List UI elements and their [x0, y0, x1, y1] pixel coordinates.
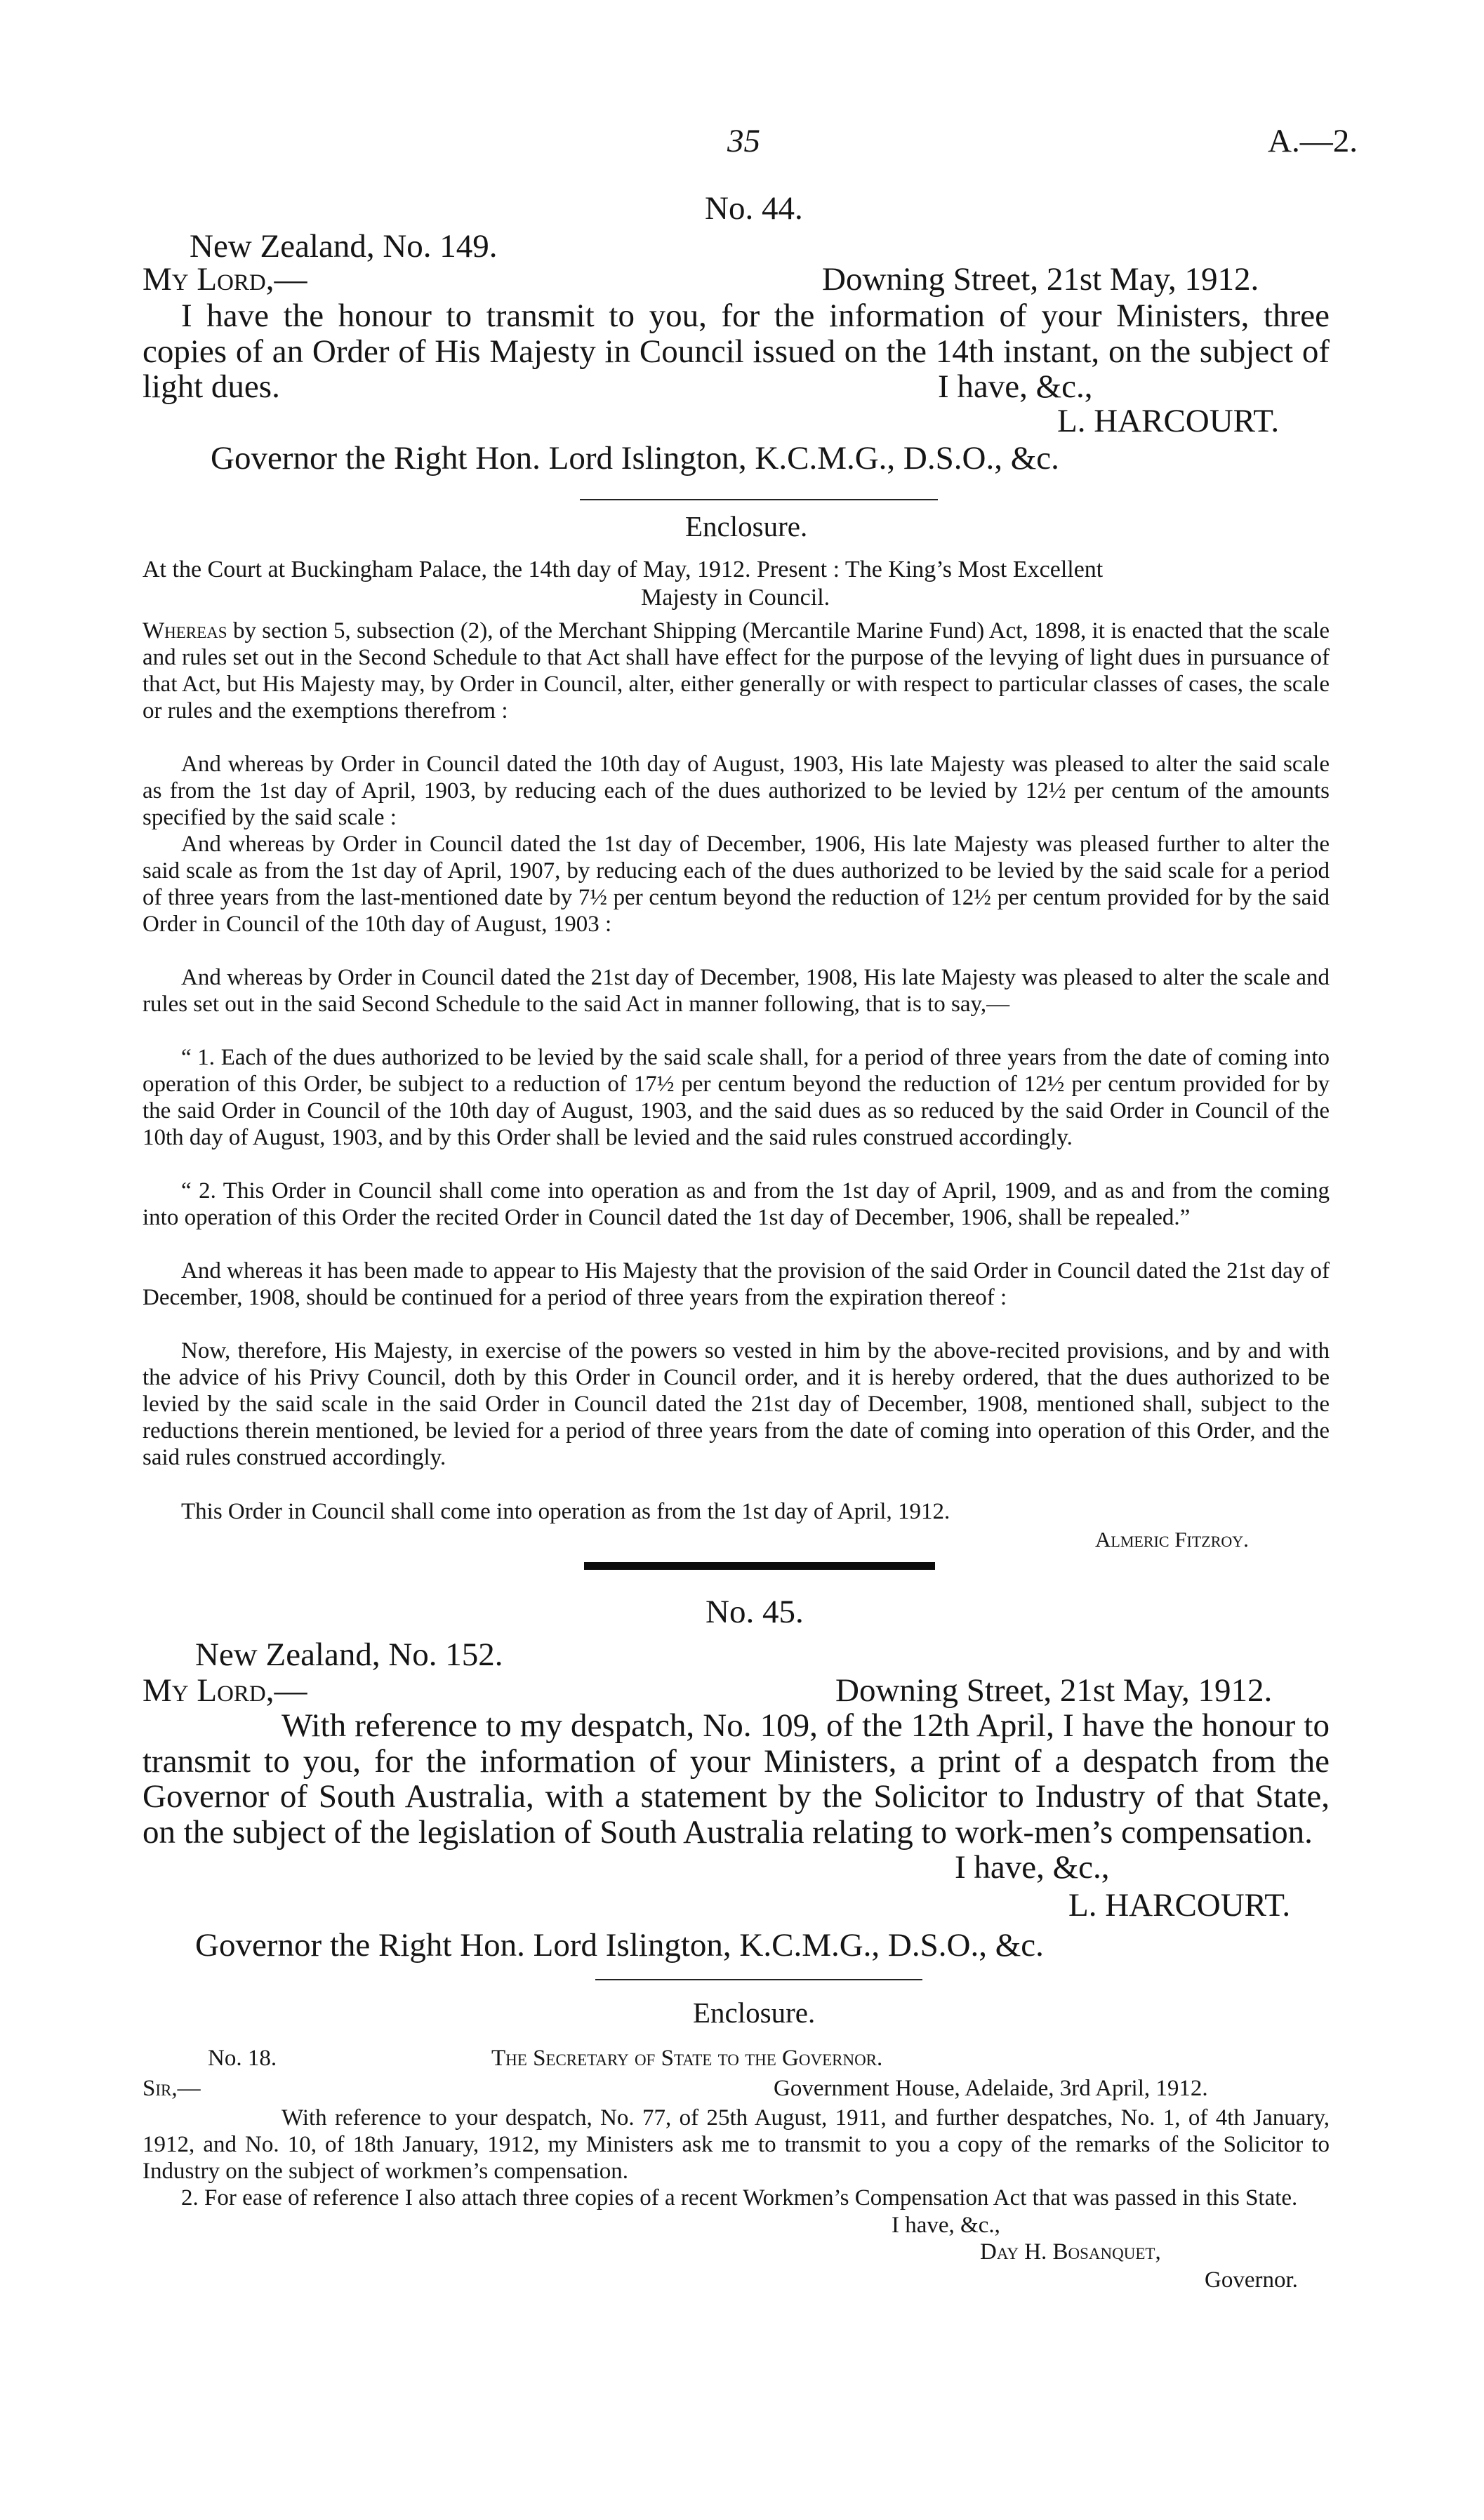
- despatch-44-enclosure-title: Enclosure.: [685, 510, 808, 542]
- court-line-continued: Majesty in Council.: [641, 585, 830, 611]
- divider: [580, 499, 938, 500]
- despatch-44-place-date: Downing Street, 21st May, 1912.: [822, 261, 1259, 298]
- enclosure-paragraph-2: 2. For ease of reference I also attach three copies of a recent Workmen’s Compensation Act that was passed in this State.: [181, 2185, 1298, 2211]
- enclosure-number: No. 18.: [208, 2046, 277, 2071]
- order-paragraph-8: Now, therefore, His Majesty, in exercise of the powers so vested in him by the above-recited provisions, and by and with the advice of his Privy Council, doth by this Order in Council order, and it is hereby ordered, that the dues authorized to be levied by the said scale in the said Order in Council dated the 21st day of December, 1908, mentioned shall, subject to the reductions therein mentioned, be levied for a period of three years from the date of coming into operation of this Order, and the said rules construed accordingly.: [143, 1338, 1330, 1470]
- despatch-45-closing: I have, &c.,: [955, 1849, 1110, 1886]
- order-paragraph-5: “ 1. Each of the dues authorized to be levied by the said scale shall, for a period of three years from the date of coming into operation of this Order, be subject to a reduction of 17½ per centum beyond the reduction of 12½ per centum provided for by the said Order in Council of the 10th day of August, 1903, and the said dues as so reduced by the said Order in Council of the 10th day of August, 1903, and by this Order shall be levied and the said rules construed accordingly.: [143, 1045, 1330, 1150]
- order-paragraph-2: And whereas by Order in Council dated the 10th day of August, 1903, His late Majesty was pleased to alter the said scale as from the 1st day of April, 1903, by reducing each of the dues authorized to be levied by 12½ per centum of the amounts specified by the said scale :: [143, 752, 1330, 830]
- order-paragraph-7: And whereas it has been made to appear to His Majesty that the provision of the said Order in Council dated the 21st day of December, 1908, should be continued for a period of three years from the expiration thereof :: [143, 1258, 1330, 1310]
- enclosure-paragraph-1: With reference to your despatch, No. 77, of 25th August, 1911, and further despatches, No. 1, of 4th January, 1912, and No. 10, of 18th January, 1912, my Ministers ask me to transmit to you a copy of the remarks of the Solicitor to Industry on the subject of workmen’s compensation.: [143, 2105, 1330, 2184]
- despatch-45-signature: L. HARCOURT.: [1068, 1887, 1291, 1924]
- section-reference: A.—2.: [1268, 123, 1358, 159]
- order-paragraph-4: And whereas by Order in Council dated the 21st day of December, 1908, His late Majesty was pleased to alter the scale and rules set out in the said Second Schedule to the said Act in manner following, that is to say,—: [143, 965, 1330, 1017]
- order-paragraph-6: “ 2. This Order in Council shall come into operation as and from the 1st day of April, 1909, and as and from the coming into operation of this Order the recited Order in Council dated the 1st day of December, 1906, shall be repealed.”: [143, 1178, 1330, 1230]
- despatch-45-addressee: Governor the Right Hon. Lord Islington, K.C.M.G., D.S.O., &c.: [195, 1927, 1044, 1964]
- despatch-45-salutation: My Lord,—: [143, 1672, 307, 1709]
- despatch-44-signature: L. HARCOURT.: [1057, 403, 1280, 439]
- enclosure-signatory-title: Governor.: [1205, 2267, 1298, 2293]
- despatch-44-closing: I have, &c.,: [938, 368, 1093, 405]
- court-line: At the Court at Buckingham Palace, the 14th day of May, 1912. Present : The King’s Most Excellent: [143, 556, 1104, 582]
- enclosure-signature: Day H. Bosanquet,: [980, 2239, 1161, 2265]
- despatch-44-addressee: Governor the Right Hon. Lord Islington, K.C.M.G., D.S.O., &c.: [211, 440, 1059, 476]
- despatch-45-place-date: Downing Street, 21st May, 1912.: [835, 1672, 1273, 1709]
- page-number: 35: [727, 123, 760, 159]
- despatch-45-enclosure-title: Enclosure.: [693, 1996, 816, 2029]
- despatch-44-reference: New Zealand, No. 149.: [190, 228, 498, 265]
- despatch-45-number: No. 45.: [705, 1594, 804, 1630]
- despatch-44-number: No. 44.: [705, 190, 803, 227]
- order-signature: Almeric Fitzroy.: [1095, 1527, 1249, 1552]
- enclosure-salutation: Sir,—: [143, 2076, 201, 2101]
- order-paragraph-1-text: by section 5, subsection (2), of the Merchant Shipping (Mercantile Marine Fund) Act, 1898, it is enacted that the scale and rules set out in the Second Schedule to that Act shall have effect for the purpose of the levying of light dues in pursuance of that Act, but His Majesty may, by Order in Council, alter, either generally or with respect to particular classes of cases, the scale or rules and the exemptions therefrom :: [143, 618, 1330, 724]
- enclosure-closing: I have, &c.,: [892, 2213, 1000, 2238]
- enclosure-place-date: Government House, Adelaide, 3rd April, 1912.: [774, 2076, 1208, 2101]
- despatch-44-body: I have the honour to transmit to you, for the information of your Ministers, three copies of an Order of His Majesty in Council issued on the 14th instant, on the subject of light dues.: [143, 298, 1330, 405]
- despatch-44-salutation: My Lord,—: [143, 261, 307, 298]
- order-paragraph-9: This Order in Council shall come into operation as from the 1st day of April, 1912.: [181, 1499, 950, 1524]
- despatch-45-body: With reference to my despatch, No. 109, of the 12th April, I have the honour to transmit to you, for the information of your Ministers, a print of a despatch from the Governor of South Australia, with a statement by the Solicitor to Industry of that State, on the subject of the legislation of South Australia relating to work-men’s compensation.: [143, 1707, 1330, 1851]
- despatch-45-reference: New Zealand, No. 152.: [195, 1636, 503, 1673]
- section-divider: [584, 1562, 935, 1570]
- order-paragraph-1: [143, 618, 1330, 752]
- enclosure-heading: The Secretary of State to the Governor.: [491, 2046, 883, 2071]
- order-paragraph-3: And whereas by Order in Council dated the 1st day of December, 1906, His late Majesty was pleased further to alter the said scale as from the 1st day of April, 1907, by reducing each of the dues authorized to be levied by the said scale for a period of three years from the last-mentioned date by 7½ per centum beyond the reduction of 12½ per centum provided for by the said Order in Council of the 10th day of August, 1903 :: [143, 832, 1330, 937]
- order-lead-word: Whereas: [143, 618, 227, 644]
- divider: [595, 1979, 922, 1980]
